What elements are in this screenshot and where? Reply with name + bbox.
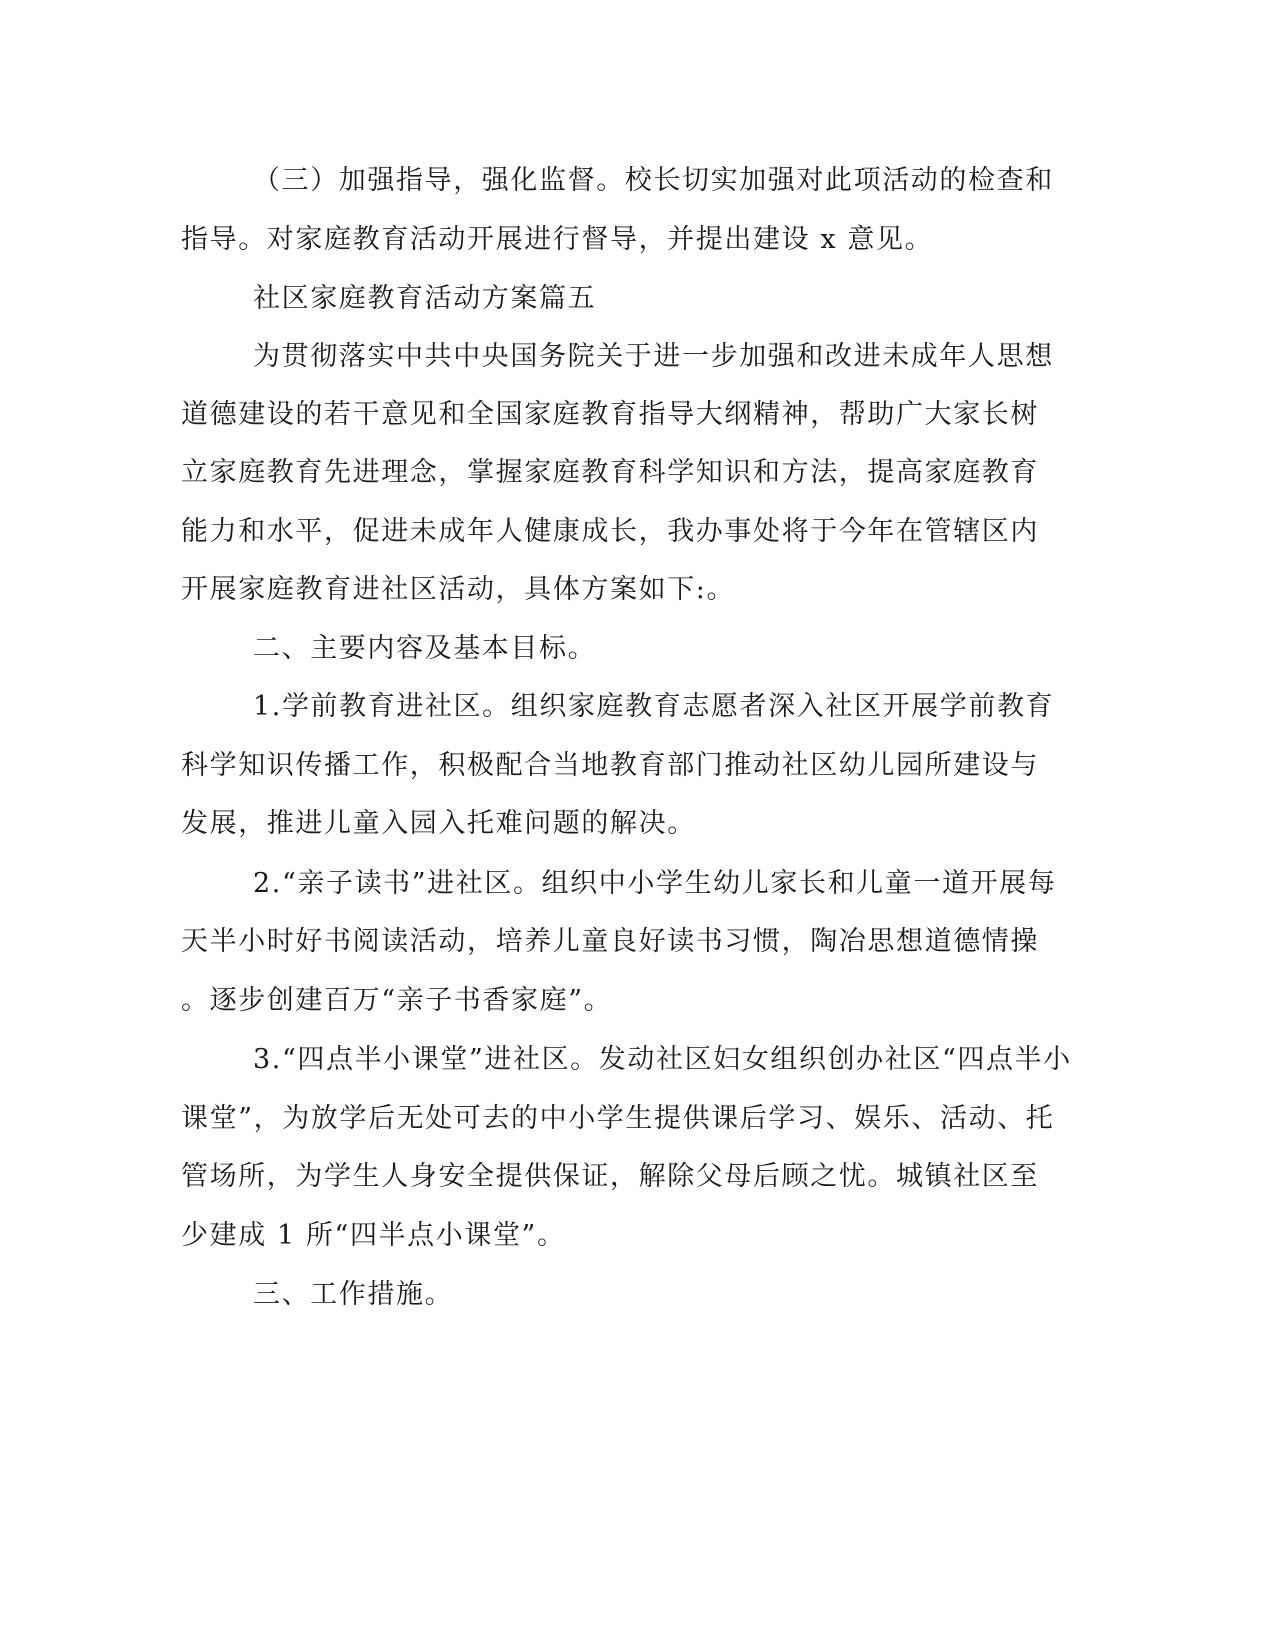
paragraph-line: 能力和水平，促进未成年人健康成长，我办事处将于今年在管辖区内 xyxy=(181,516,1039,547)
section-heading: 二、主要内容及基本目标。 xyxy=(253,633,597,664)
section-heading: 三、工作措施。 xyxy=(253,1279,454,1310)
paragraph-line: 少建成 1 所“四半点小课堂”。 xyxy=(181,1220,566,1251)
paragraph-line: 管场所，为学生人身安全提供保证，解除父母后顾之忧。城镇社区至 xyxy=(181,1161,1039,1192)
paragraph-line: 指导。对家庭教育活动开展进行督导，并提出建设 x 意见。 xyxy=(181,224,934,255)
paragraph-line: 天半小时好书阅读活动，培养儿童良好读书习惯，陶冶思想道德情操 xyxy=(181,926,1039,957)
paragraph-line: 2.“亲子读书”进社区。组织中小学生幼儿家长和儿童一道开展每 xyxy=(253,868,1057,899)
section-heading: 社区家庭教育活动方案篇五 xyxy=(253,283,597,314)
paragraph-line: 为贯彻落实中共中央国务院关于进一步加强和改进未成年人思想 xyxy=(253,341,1054,372)
paragraph-line: 课堂”，为放学后无处可去的中小学生提供课后学习、娱乐、活动、托 xyxy=(181,1103,1055,1134)
paragraph-line: （三）加强指导，强化监督。校长切实加强对此项活动的检查和 xyxy=(253,165,1054,196)
paragraph-line: 立家庭教育先进理念，掌握家庭教育科学知识和方法，提高家庭教育 xyxy=(181,457,1039,488)
paragraph-line: 道德建设的若干意见和全国家庭教育指导大纲精神，帮助广大家长树 xyxy=(181,399,1039,430)
paragraph-line: 开展家庭教育进社区活动，具体方案如下:。 xyxy=(181,574,736,605)
paragraph-line: 。逐步创建百万“亲子书香家庭”。 xyxy=(181,985,613,1016)
paragraph-line: 发展，推进儿童入园入托难问题的解决。 xyxy=(181,808,696,839)
paragraph-line: 3.“四点半小课堂”进社区。发动社区妇女组织创办社区“四点半小 xyxy=(253,1044,1072,1075)
paragraph-line: 科学知识传播工作，积极配合当地教育部门推动社区幼儿园所建设与 xyxy=(181,750,1039,781)
paragraph-line: 1.学前教育进社区。组织家庭教育志愿者深入社区开展学前教育 xyxy=(253,691,1055,722)
